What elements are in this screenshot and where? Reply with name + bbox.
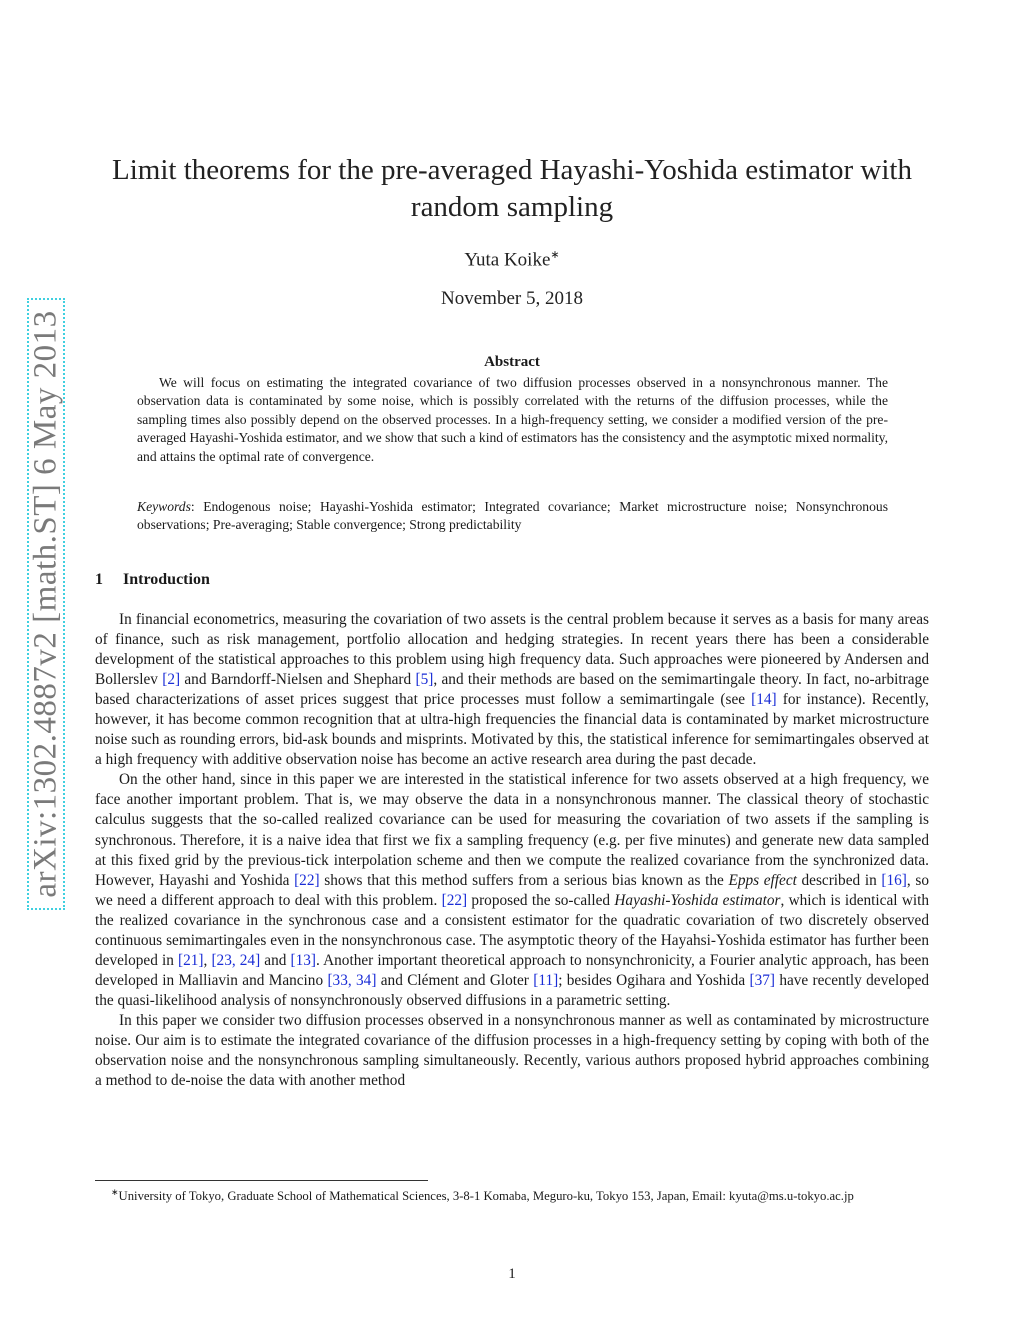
text-run: . Another important theoretical approach to nonsynchronicity, a Fourier analytic approach, has been developed in Malliavin and Mancino <box>95 951 929 989</box>
author-name: Yuta Koike <box>464 249 551 271</box>
citation-link[interactable]: [2] <box>162 671 181 689</box>
text-run: , and their methods are based on the semimartingale theory. In fact, no-arbitrage based characterizations of asset prices suggest that price processes must follow a semimartingale (see <box>95 671 929 709</box>
section-title: Introduction <box>123 571 210 588</box>
citation-link[interactable]: [23, 24] <box>211 951 261 969</box>
text-run: On the other hand, since in this paper we are interested in the statistical inference for two assets observed at a high frequency, we face another important problem. That is, we may observe the data in a nonsynchronous manner. The classical theory of stochastic calculus suggests that the so-called realized covariance can be used for measuring the covariation of two assets if the sampling is synchronous. Therefore, it is a naive idea that first we fix a sampling frequency (e.g. per five minutes) and generate new data sampled at this fixed grid by the previous-tick interpolation scheme and then we compute the realized covariance from the synchronized data. However, Hayashi and Yoshida <box>95 771 929 889</box>
text-run: and <box>260 951 291 969</box>
abstract-heading: Abstract <box>484 354 540 370</box>
paper-title: Limit theorems for the pre-averaged Hayashi-Yoshida estimator with random sampling <box>112 154 912 223</box>
page-number: 1 <box>508 1266 516 1282</box>
text-run: , <box>203 951 212 969</box>
text-run: for instance). Recently, however, it has become common recognition that at ultra-high frequencies the financial data is contaminated by market microstructure noise such as rounding errors, bid-ask bounds and misprints. Motivated by this, the statistical inference for semimartingales observed at a high frequency with additive observation noise has become an active research area during the past decade. <box>95 691 930 769</box>
text-run: have recently developed the quasi-likelihood analysis of nonsynchronously observed diffusions in a parametric setting. <box>95 971 930 1009</box>
keywords-text: : Endogenous noise; Hayashi-Yoshida estimator; Integrated covariance; Market microstructure noise; Nonsynchronous observations; Pre-averaging; Stable convergence; Strong predictability <box>137 499 888 533</box>
text-run: described in <box>796 871 882 889</box>
emphasis: Hayashi-Yoshida estimator <box>614 891 781 909</box>
citation-link[interactable]: [21] <box>178 951 204 969</box>
text-run: proposed the so-called <box>467 891 615 909</box>
abstract-text: We will focus on estimating the integrated covariance of two diffusion processes observed in a nonsynchronous manner. The observation data is contaminated by some noise, which is possibly correlated with the returns of the diffusion processes, while the sampling times also possibly depend on the observed processes. In a high-frequency setting, we consider a modified version of the pre-averaged Hayashi-Yoshida estimator, and we show that such a kind of estimators has the consistency and the asymptotic mixed normality, and attains the optimal rate of convergence. <box>137 375 888 464</box>
footnote-text: University of Tokyo, Graduate School of Mathematical Sciences, 3-8-1 Komaba, Meguro-ku, Tokyo 153, Japan, Email: kyuta@ms.u-tokyo.ac.jp <box>118 1189 854 1204</box>
citation-link[interactable]: [22] <box>441 891 468 909</box>
arxiv-stamp <box>27 298 65 910</box>
emphasis: Epps effect <box>728 871 797 889</box>
body-text <box>95 610 929 1091</box>
citation-link[interactable]: [5] <box>415 671 434 689</box>
citation-link[interactable]: [33, 34] <box>327 971 377 989</box>
text-run: In financial econometrics, measuring the covariation of two assets is the central problem because it serves as a basis for many areas of finance, such as risk management, portfolio allocation and hedging strategies. In recent years there has been a considerable development of the statistical approaches to this problem using high frequency data. Such approaches were pioneered by Andersen and Bollerslev <box>95 611 929 689</box>
citation-link[interactable]: [14] <box>751 691 777 709</box>
text-run: shows that this method suffers from a serious bias known as the <box>319 871 729 889</box>
section-heading <box>95 571 210 589</box>
citation-link[interactable]: [37] <box>749 971 775 989</box>
footnote-mark: ∗ <box>111 1187 119 1197</box>
author <box>95 248 929 271</box>
author-footnote-mark: ∗ <box>550 249 560 261</box>
paragraph-1 <box>95 610 929 770</box>
text-run: ; besides Ogihara and Yoshida <box>558 971 750 989</box>
paper-date: November 5, 2018 <box>441 288 583 309</box>
keywords-label: Keywords <box>137 499 191 514</box>
keywords <box>137 498 888 535</box>
paragraph-2 <box>95 770 929 1011</box>
citation-link[interactable]: [16] <box>881 871 907 889</box>
section-number: 1 <box>95 571 103 588</box>
text-run: and Clément and Gloter <box>376 971 534 989</box>
citation-link[interactable]: [13] <box>290 951 317 969</box>
arxiv-identifier: arXiv:1302.4887v2 [math.ST] 6 May 2013 <box>27 310 64 898</box>
footnote <box>95 1184 929 1204</box>
text-run: and Barndorff-Nielsen and Shephard <box>180 671 416 689</box>
text-run: , so we need a different approach to deal with this problem. <box>95 871 930 909</box>
citation-link[interactable]: [11] <box>533 971 559 989</box>
paragraph-3: In this paper we consider two diffusion processes observed in a nonsynchronous manner as well as contaminated by microstructure noise. Our aim is to estimate the integrated covariance of the diffusion processes in a high-frequency setting by coping with both of the observation noise and the nonsynchronous sampling simultaneously. Recently, various authors proposed hybrid approaches combining a method to de-noise the data with another method <box>95 1011 929 1090</box>
text-run: , which is identical with the realized covariance in the synchronous case and a consistent estimator for the quadratic covariation of two discretely observed continuous semimartingales even in the nonsynchronous case. The asymptotic theory of the Hayahsi-Yoshida estimator has further been developed in <box>95 891 930 969</box>
footnote-rule <box>95 1180 428 1181</box>
citation-link[interactable]: [22] <box>294 871 320 889</box>
